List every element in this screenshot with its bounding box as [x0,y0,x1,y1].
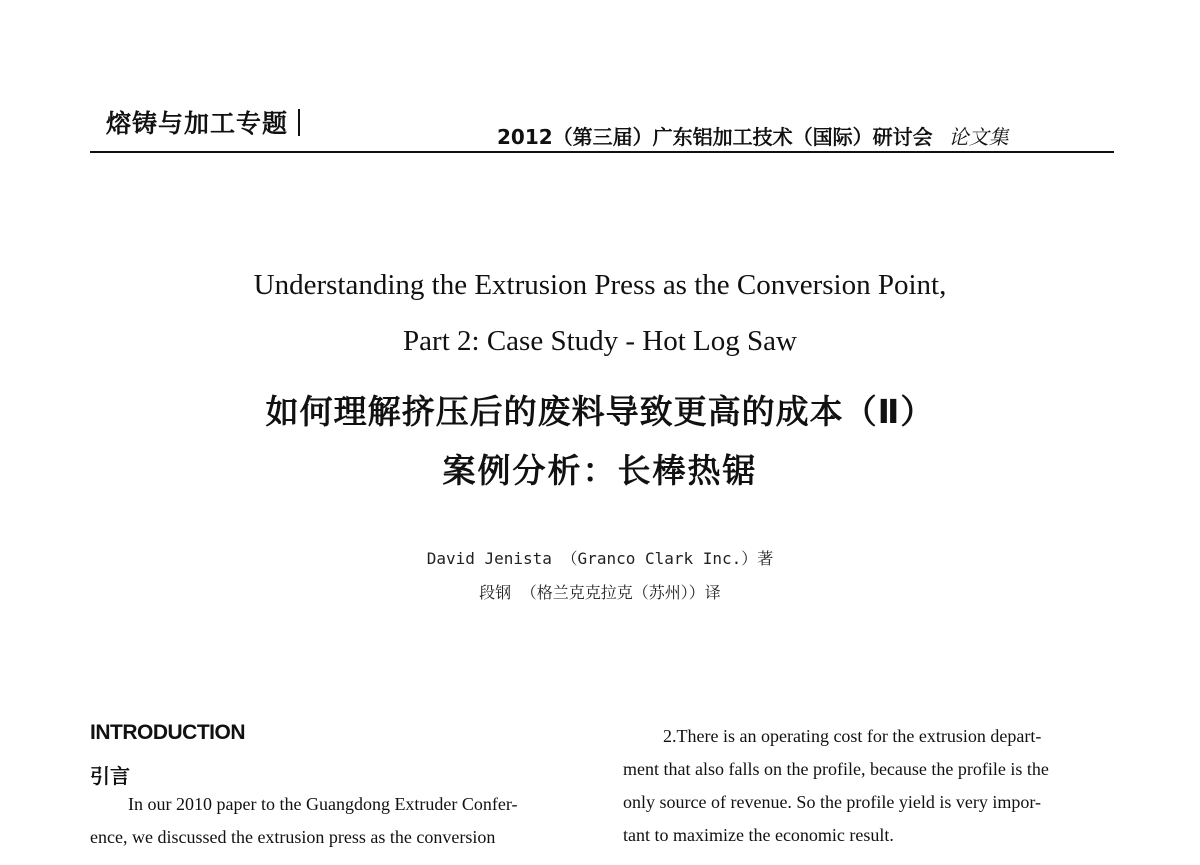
title-zh-line1: 如何理解挤压后的废料导致更高的成本（Ⅱ） [265,392,935,431]
title-en-line2: Part 2: Case Study - Hot Log Saw [403,325,797,357]
section-heading-zh: 引言 [90,764,130,788]
translator-line: 段钢 （格兰克克拉克（苏州））译 [479,583,721,602]
header-divider [298,109,300,136]
paragraph-line: In our 2010 paper to the Guangdong Extruder Confer- [128,794,518,814]
title-zh-line2: 案例分析：长棒热锯 [442,451,758,490]
title-en-line1: Understanding the Extrusion Press as the Conversion Point, [253,269,947,301]
section-header-label: 熔铸与加工专题 [106,109,289,138]
section-heading-en: INTRODUCTION [90,721,245,744]
header-rule [90,151,1114,153]
right-column-paragraph [623,720,1113,852]
left-column-paragraph [90,788,578,854]
proceedings-title: 2012（第三届）广东铝加工技术（国际）研讨会 [497,125,933,149]
paragraph-line: only source of revenue. So the profile yield is very impor- [623,792,1042,812]
author-line: David Jenista （Granco Clark Inc.）著 [426,549,774,568]
proceedings-header [497,121,1009,150]
paragraph-line: 2.There is an operating cost for the extrusion depart- [663,726,1042,746]
paragraph-line: ment that also falls on the profile, because the profile is the [623,759,1049,779]
proceedings-suffix: 论文集 [948,125,1009,149]
paragraph-line: tant to maximize the economic result. [623,825,894,845]
section-header [106,104,300,140]
paragraph-line: ence, we discussed the extrusion press as the conversion [90,827,496,847]
